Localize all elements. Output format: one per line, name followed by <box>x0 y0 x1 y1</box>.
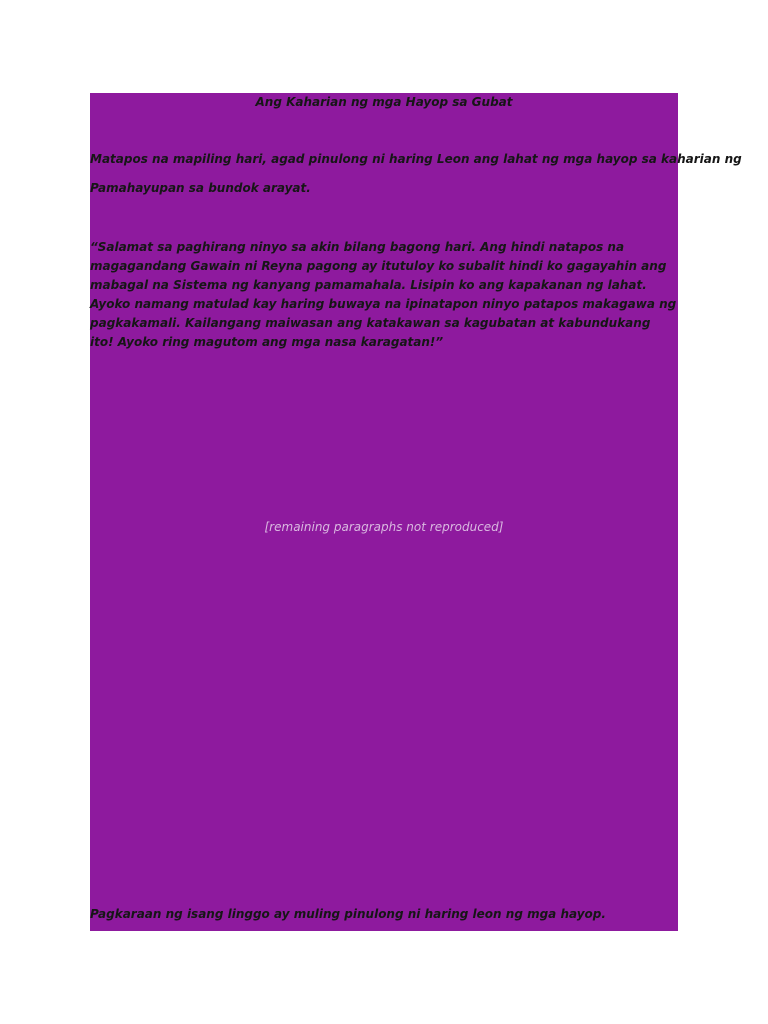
omitted-content-note: [remaining paragraphs not reproduced] <box>264 520 504 534</box>
document-page <box>90 93 742 931</box>
intro-line-2: Pamahayupan sa bundok arayat. <box>90 181 311 195</box>
document-title: Ang Kaharian ng mga Hayop sa Gubat <box>255 95 513 109</box>
intro-line-1: Matapos na mapiling hari, agad pinulong ni haring Leon ang lahat ng mga hayop sa kaharian ng <box>90 152 742 166</box>
paragraph-1: “Salamat sa paghirang ninyo sa akin bilang bagong hari. Ang hindi natapos na magagandang Gawain ni Reyna pagong ay itutuloy ko subalit hindi ko gagayahin ang mabagal na Sistema ng kanyang pamamahala. Lisipin ko ang kapakanan ng lahat. Ayoko namang matulad kay haring buwaya na ipinatapon ninyo patapos makagawa ng pagkakamali. Kailangang maiwasan ang katakawan sa kagubatan at kabundukang ito! Ayoko ring magutom ang mga nasa karagatan!” <box>90 240 677 349</box>
last-line: Pagkaraan ng isang linggo ay muling pinulong ni haring leon ng mga hayop. <box>90 907 606 921</box>
